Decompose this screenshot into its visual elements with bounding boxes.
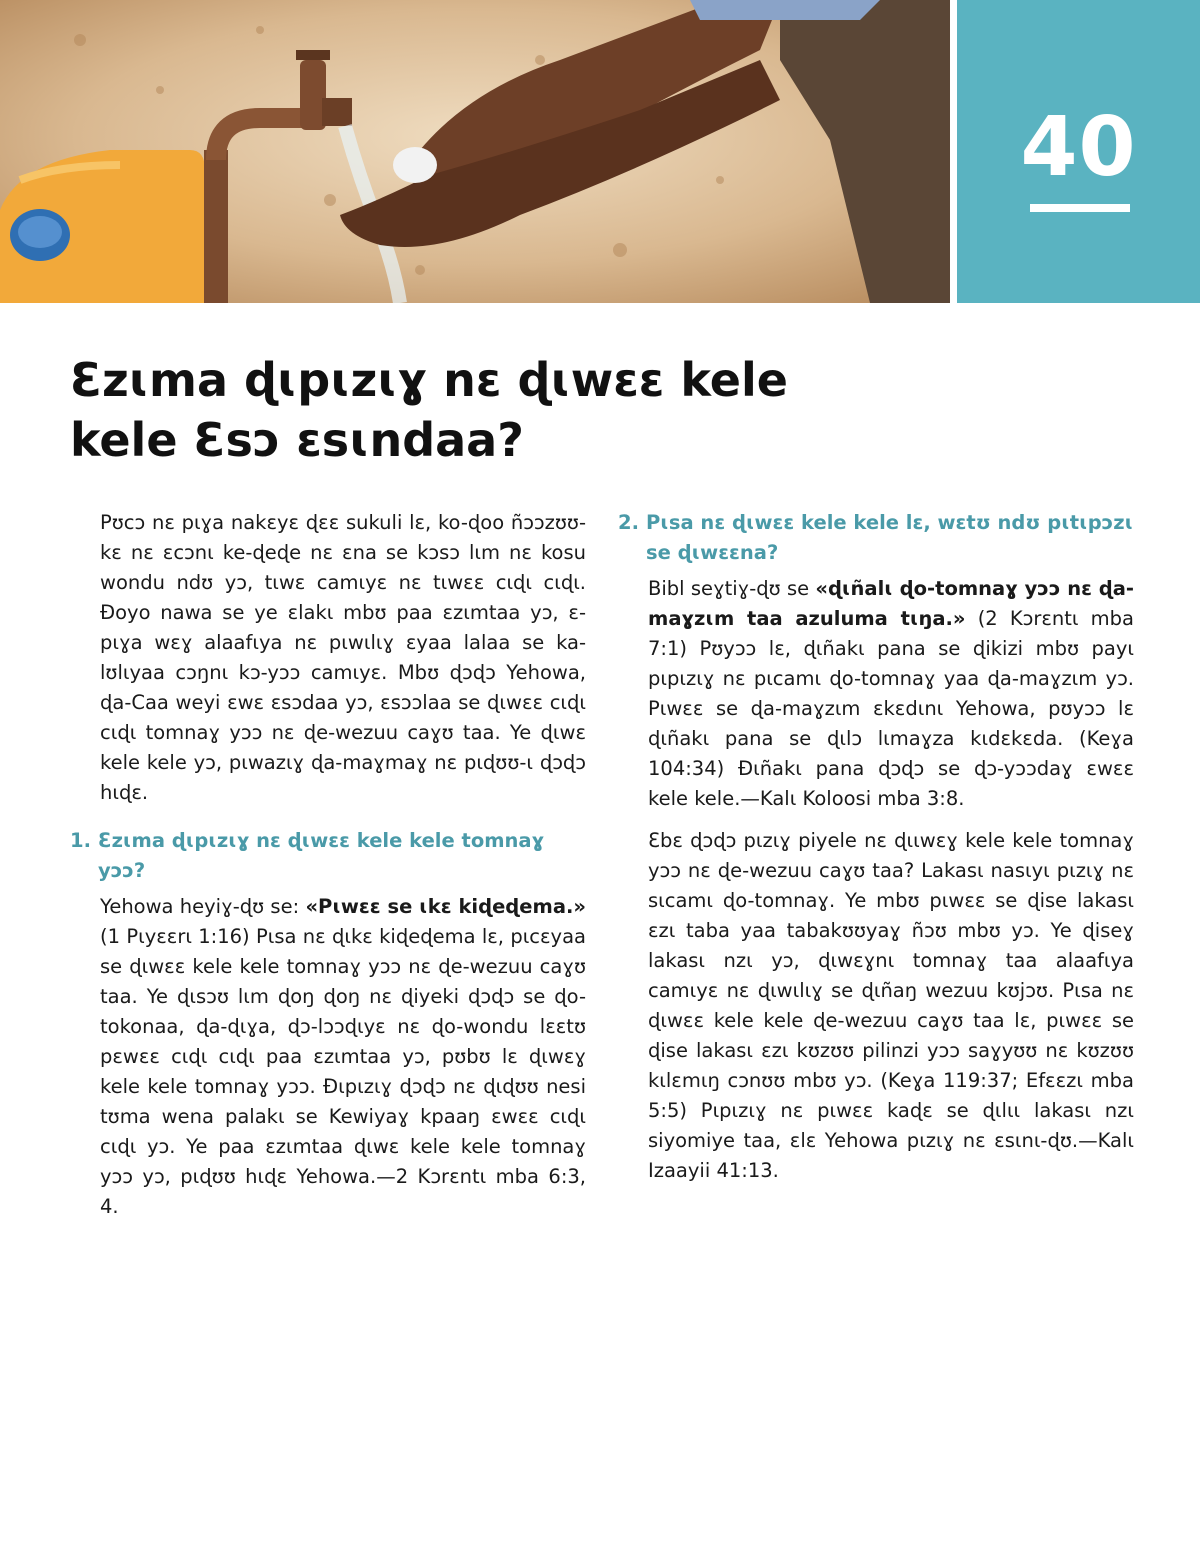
question-1-text: Ɛzɩma ɖɩpɩzɩɣ nɛ ɖɩwɛɛ kele kele tomnaɣ yɔɔ?	[98, 829, 545, 882]
jerrycan	[0, 150, 205, 303]
answer-1-paragraph	[70, 892, 586, 1222]
handwashing-illustration	[0, 0, 950, 303]
question-2-number: 2.	[618, 511, 639, 534]
answer-2-paragraph-2: Ɛbɛ ɖɔɖɔ pɩzɩɣ piyele nɛ ɖɩɩwɛɣ kele kele tomnaɣ yɔɔ nɛ ɖe-wezuu caɣʊ taa? Lakasɩ nasɩyɩ pɩzɩɣ nɛ sɩcamɩ ɖo-tomnaɣ. Ye mbʊ pɩwɛɛ se ɖise lakasɩ ɛzɩ taba yaa tabakʊʊyaɣ ñɔʊ mbʊ yɔ. Ye ɖiseɣ lakasɩ nzɩ yɔ, ɖɩwɛɣnɩ tomnaɣ taa alaafɩya camɩyɛ nɛ ɖɩwɩlɩɣ se ɖɩñaŋ wezuu kʊjɔʊ. Pɩsa nɛ ɖɩwɛɛ kele kele ɖe-wezuu caɣʊ taa lɛ, pɩwɛɛ se ɖise lakasɩ ɛzɩ kʊzʊʊ pilinzi yɔɔ saɣyʊʊ nɛ kʊzʊʊ kɩlɛmɩŋ cɔnʊʊ mbʊ yɔ. (Keɣa 119:37; Efɛɛzɩ mba 5:5) Pɩpɩzɩɣ nɛ pɩwɛɛ kaɖɛ se ɖɩlɩɩ lakasɩ nzɩ siyomiye taa, ɛlɛ Yehowa pɩzɩɣ nɛ ɛsɩnɩ-ɖʊ.—Kalɩ Izaayii 41:13.	[648, 829, 1134, 1182]
hero-photo-handwashing	[0, 0, 950, 303]
question-1	[70, 826, 586, 886]
answer-1-scripture-quote: «Pɩwɛɛ se ɩkɛ kiɖeɖema.»	[305, 895, 586, 918]
answer-1-body: (1 Pɩyɛɛrɩ 1:16) Pɩsa nɛ ɖɩkɛ kiɖeɖema lɛ, pɩcɛyaa se ɖɩwɛɛ kele kele tomnaɣ yɔɔ nɛ ɖe-wezuu caɣʊ taa. Ye ɖɩsɔʊ lɩm ɖoŋ ɖoŋ nɛ ɖiyeki ɖɔɖɔ se ɖo-tokonaa, ɖa-ɖɩɣa, ɖɔ-lɔɔɖɩyɛ nɛ ɖo-wondu lɛɛtʊ pɛwɛɛ cɩɖɩ cɩɖɩ paa ɛzɩmtaa yɔ, pʊbʊ lɛ ɖɩwɛɣ kele kele tomnaɣ yɔɔ. Ðɩpɩzɩɣ ɖɔɖɔ nɛ ɖɩɖʊʊ nesi tʊma wena palakɩ se Kewiyaɣ kpaaŋ ɛwɛɛ cɩɖɩ cɩɖɩ yɔ. Ye paa ɛzɩmtaa ɖɩwɛ kele kele tomnaɣ yɔɔ yɔ, pɩɖʊʊ hɩɖɛ Yehowa.—2 Kɔrɛntɩ mba 6:3, 4.	[100, 925, 586, 1218]
answer-2-paragraph	[618, 574, 1134, 814]
right-column	[618, 508, 1134, 1198]
left-column	[70, 508, 586, 1234]
lesson-number: 40	[1020, 100, 1137, 195]
question-1-number: 1.	[70, 829, 91, 852]
answer-2-scripture-quote: «ɖɩñalɩ ɖo-tomnaɣ yɔɔ nɛ ɖa-maɣzɩm taa azuluma tɩŋa.»	[648, 577, 1134, 630]
answer-1-lead: Yehowa heyiɣ-ɖʊ se:	[100, 895, 300, 918]
intro-paragraph: Pʊcɔ nɛ pɩɣa nakɛyɛ ɖɛɛ sukuli lɛ, ko-ɖoo ñɔɔzʊʊ-kɛ nɛ ɛcɔnɩ ke-ɖeɖe nɛ ɛna se kɔsɔ lɩm nɛ kosu wondu ndʊ yɔ, tɩwɛ camɩyɛ nɛ tɩwɛɛ cɩɖɩ cɩɖɩ. Ðoyo nawa se ye ɛlakɩ mbʊ paa ɛzɩmtaa yɔ, ɛ-pɩɣa wɛɣ alaafɩya nɛ pɩwɩlɩɣ ɛyaa lalaa se ka-lʊlɩyaa cɔŋnɩ kɔ-yɔɔ camɩyɛ. Mbʊ ɖɔɖɔ Yehowa, ɖa-Caa weyi ɛwɛ ɛsɔdaa yɔ, ɛsɔɔlaa se ɖɩwɛɛ cɩɖɩ cɩɖɩ tomnaɣ yɔɔ nɛ ɖe-wezuu caɣʊ taa. Ye ɖɩwɛ kele kele yɔ, pɩwazɩɣ ɖa-maɣmaɣ nɛ pɩɖʊʊ-ɩ ɖɔɖɔ hɩɖɛ.	[100, 511, 586, 804]
answer-2-lead: Bibl seɣtiɣ-ɖʊ se	[648, 577, 810, 600]
lesson-number-badge	[957, 0, 1200, 303]
answer-2-body: (2 Kɔrɛntɩ mba 7:1) Pʊyɔɔ lɛ, ɖɩñakɩ pana se ɖikizi mbʊ payɩ pɩpɩzɩɣ nɛ pɩcamɩ ɖo-tomnaɣ yaa ɖa-maɣzɩm yɔ. Pɩwɛɛ se ɖa-maɣzɩm ɛkɛdɩnɩ Yehowa, pʊyɔɔ lɛ ɖɩñakɩ pana se ɖɩlɔ lɩmaɣza kɩdɛkɛda. (Keɣa 104:34) Ðɩñakɩ pana ɖɔɖɔ se ɖɔ-yɔɔdaɣ ɛwɛɛ kele kele.—Kalɩ Koloosi mba 3:8.	[648, 607, 1134, 810]
question-2	[618, 508, 1134, 568]
badge-underline	[1030, 204, 1130, 212]
page-title: Ɛzɩma ɖɩpɩzɩɣ nɛ ɖɩwɛɛ kele kele Ɛsɔ ɛsɩndaa?	[70, 353, 788, 467]
question-2-text: Pɩsa nɛ ɖɩwɛɛ kele kele lɛ, wɛtʊ ndʊ pɩtɩpɔzɩ se ɖɩwɛɛna?	[646, 511, 1134, 564]
